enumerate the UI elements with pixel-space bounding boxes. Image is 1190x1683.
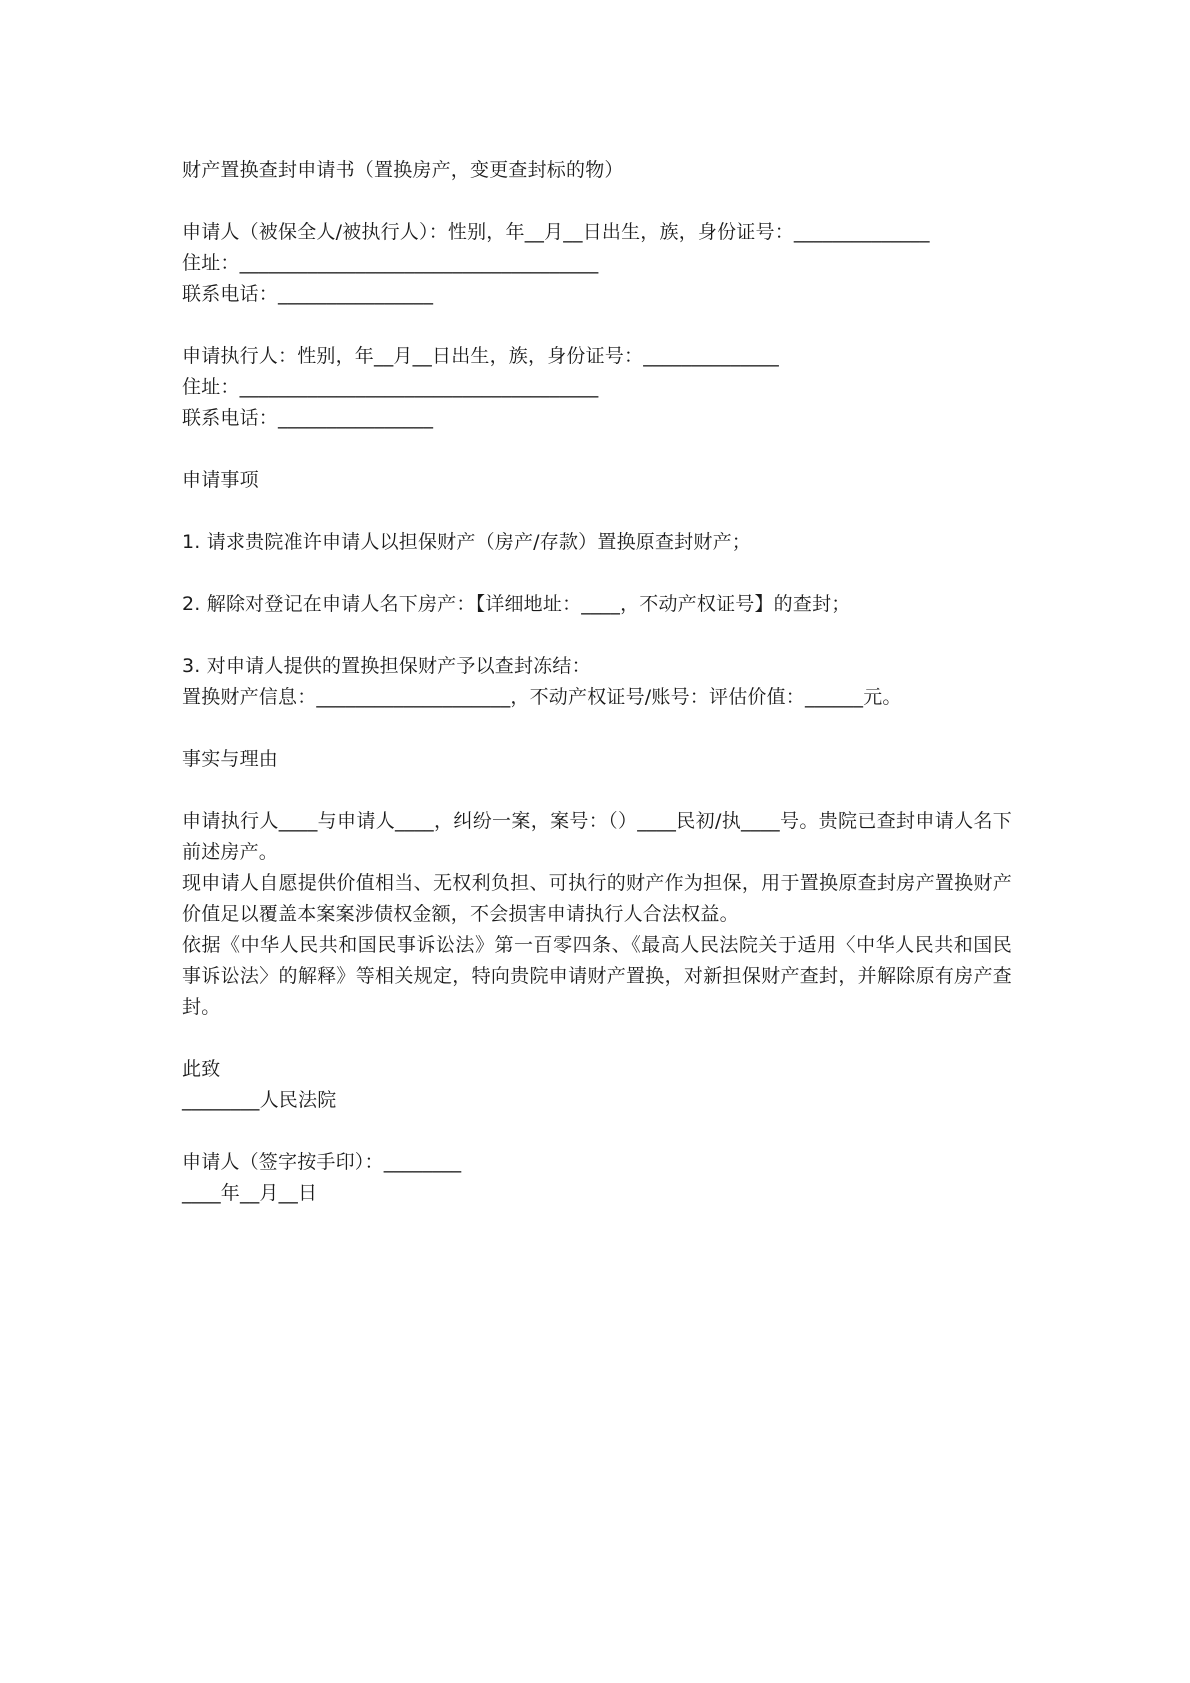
facts-paragraph-1: 申请执行人____与申请人____，纠纷一案，案号：（）____民初/执____号。贵院已查封申请人名下前述房产。 [182, 810, 1012, 863]
date-line: ____年__月__日 [182, 1182, 318, 1204]
document-title: 财产置换查封申请书（置换房产，变更查封标的物） [182, 159, 624, 181]
applicant-info: 申请人（被保全人/被执行人）：性别，年__月__日出生，族，身份证号：______________ [182, 221, 930, 243]
applicant-phone: 联系电话：________________ [182, 283, 434, 305]
signature-line: 申请人（签字按手印）：________ [182, 1151, 462, 1173]
request-item-3-detail: 置换财产信息：____________________，不动产权证号/账号：评估价值：______元。 [182, 686, 902, 708]
court-name: ________人民法院 [182, 1089, 337, 1111]
requests-heading: 申请事项 [182, 469, 259, 491]
facts-heading: 事实与理由 [182, 748, 279, 770]
request-item-2: 2. 解除对登记在申请人名下房产：【详细地址：____，不动产权证号】的查封； [182, 593, 851, 615]
executor-info: 申请执行人：性别，年__月__日出生，族，身份证号：______________ [182, 345, 780, 367]
applicant-section [182, 217, 1012, 310]
executor-address: 住址：_____________________________________ [182, 376, 599, 398]
request-item-3: 3. 对申请人提供的置换担保财产予以查封冻结： [182, 655, 591, 677]
applicant-address: 住址：_____________________________________ [182, 252, 599, 274]
facts-paragraph-3: 依据《中华人民共和国民事诉讼法》第一百零四条、《最高人民法院关于适用〈中华人民共和国民事诉讼法〉的解释》等相关规定，特向贵院申请财产置换，对新担保财产查封，并解除原有房产查封。 [182, 934, 1012, 1018]
facts-paragraph-2: 现申请人自愿提供价值相当、无权利负担、可执行的财产作为担保，用于置换原查封房产置换财产价值足以覆盖本案案涉债权金额，不会损害申请执行人合法权益。 [182, 872, 1012, 925]
executor-phone: 联系电话：________________ [182, 407, 434, 429]
document-page [182, 155, 1012, 1209]
closing-salutation: 此致 [182, 1058, 221, 1080]
executor-section [182, 341, 1012, 434]
request-item-1: 1. 请求贵院准许申请人以担保财产（房产/存款）置换原查封财产； [182, 531, 751, 553]
